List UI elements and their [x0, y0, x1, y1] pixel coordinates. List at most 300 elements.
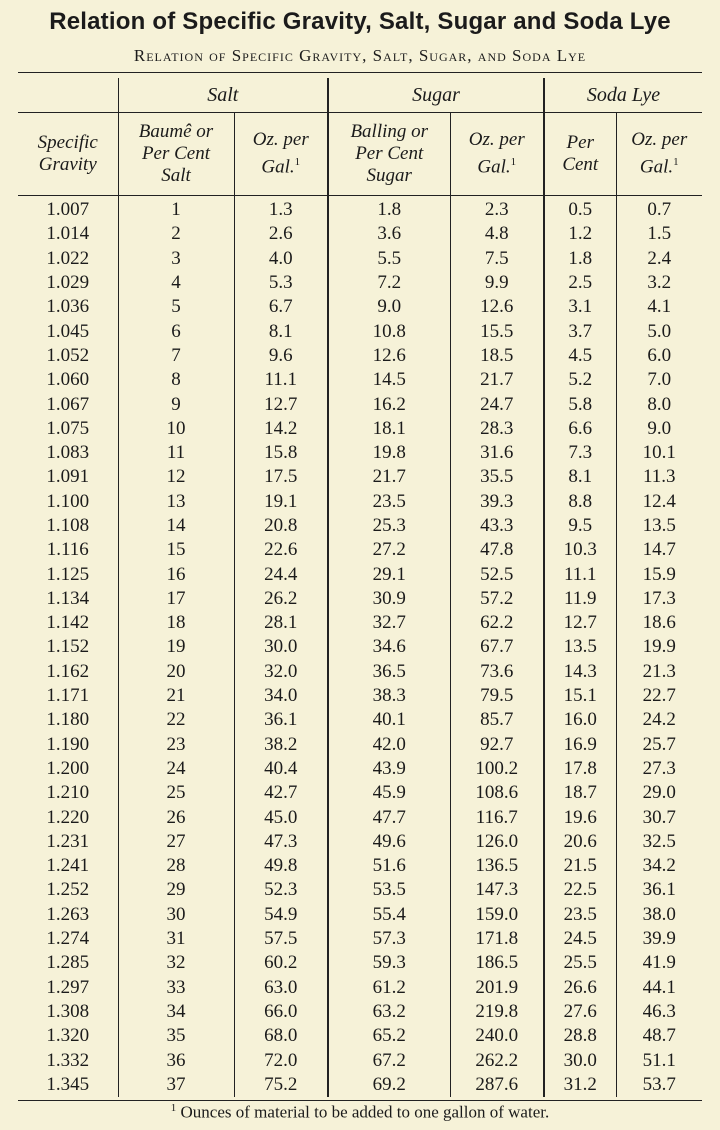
table-row — [18, 781, 702, 805]
table-row — [18, 684, 702, 708]
cell-soda-percent: 13.5 — [544, 635, 616, 659]
cell-salt-oz: 1.3 — [234, 196, 328, 223]
cell-soda-oz: 44.1 — [616, 976, 702, 1000]
cell-salt-oz: 12.7 — [234, 392, 328, 416]
cell-sugar-oz: 67.7 — [450, 635, 544, 659]
cell-baume: 28 — [118, 854, 234, 878]
cell-baume: 14 — [118, 514, 234, 538]
cell-balling: 25.3 — [328, 514, 450, 538]
cell-specific-gravity: 1.332 — [46, 1049, 90, 1071]
bottom-rule — [18, 1100, 702, 1101]
table-row — [18, 854, 702, 878]
data-table — [18, 78, 702, 1097]
cell-salt-oz: 49.8 — [234, 854, 328, 878]
cell-sugar-oz: 52.5 — [450, 562, 544, 586]
cell-sugar-oz: 39.3 — [450, 490, 544, 514]
cell-salt-oz: 36.1 — [234, 708, 328, 732]
cell-soda-percent: 8.8 — [544, 490, 616, 514]
header-specific-gravity: Specific Gravity — [18, 113, 118, 196]
cell-salt-oz: 6.7 — [234, 295, 328, 319]
cell-specific-gravity: 1.252 — [46, 879, 90, 901]
cell-sugar-oz: 186.5 — [450, 951, 544, 975]
cell-specific-gravity: 1.274 — [46, 928, 90, 950]
cell-sugar-oz: 24.7 — [450, 392, 544, 416]
cell-baume: 25 — [118, 781, 234, 805]
cell-soda-percent: 7.3 — [544, 441, 616, 465]
cell-baume: 32 — [118, 951, 234, 975]
cell-balling: 19.8 — [328, 441, 450, 465]
header-per-cent: Per Cent — [544, 113, 616, 196]
cell-sugar-oz: 47.8 — [450, 538, 544, 562]
cell-balling: 9.0 — [328, 295, 450, 319]
cell-soda-oz: 11.3 — [616, 465, 702, 489]
cell-specific-gravity: 1.116 — [46, 539, 89, 561]
cell-balling: 7.2 — [328, 271, 450, 295]
cell-specific-gravity: 1.142 — [46, 612, 90, 634]
header-baume: Baumê or Per Cent Salt — [118, 113, 234, 196]
table-row — [18, 196, 702, 223]
cell-balling: 12.6 — [328, 344, 450, 368]
cell-balling: 47.7 — [328, 805, 450, 829]
cell-balling: 53.5 — [328, 878, 450, 902]
cell-salt-oz: 2.6 — [234, 222, 328, 246]
cell-balling: 30.9 — [328, 587, 450, 611]
cell-baume: 30 — [118, 903, 234, 927]
cell-specific-gravity: 1.045 — [46, 320, 90, 342]
cell-soda-percent: 11.9 — [544, 587, 616, 611]
cell-salt-oz: 15.8 — [234, 441, 328, 465]
cell-soda-percent: 6.6 — [544, 417, 616, 441]
cell-salt-oz: 14.2 — [234, 417, 328, 441]
group-sugar: Sugar — [328, 78, 544, 113]
cell-balling: 18.1 — [328, 417, 450, 441]
table-row — [18, 757, 702, 781]
cell-specific-gravity: 1.125 — [46, 563, 90, 585]
cell-sugar-oz: 287.6 — [450, 1073, 544, 1097]
table-row — [18, 878, 702, 902]
cell-soda-percent: 12.7 — [544, 611, 616, 635]
cell-salt-oz: 32.0 — [234, 660, 328, 684]
cell-balling: 1.8 — [328, 196, 450, 223]
top-rule — [18, 72, 702, 73]
cell-soda-oz: 13.5 — [616, 514, 702, 538]
cell-sugar-oz: 159.0 — [450, 903, 544, 927]
cell-specific-gravity: 1.190 — [46, 733, 90, 755]
table-row — [18, 417, 702, 441]
cell-soda-percent: 14.3 — [544, 660, 616, 684]
cell-sugar-oz: 201.9 — [450, 976, 544, 1000]
footnote — [0, 1102, 720, 1123]
cell-baume: 6 — [118, 319, 234, 343]
table-row — [18, 368, 702, 392]
cell-specific-gravity: 1.308 — [46, 1000, 90, 1022]
cell-soda-percent: 23.5 — [544, 903, 616, 927]
cell-salt-oz: 72.0 — [234, 1048, 328, 1072]
cell-salt-oz: 52.3 — [234, 878, 328, 902]
cell-salt-oz: 17.5 — [234, 465, 328, 489]
group-header-row — [18, 78, 702, 113]
cell-sugar-oz: 136.5 — [450, 854, 544, 878]
table-row — [18, 319, 702, 343]
cell-sugar-oz: 100.2 — [450, 757, 544, 781]
cell-baume: 27 — [118, 830, 234, 854]
cell-balling: 38.3 — [328, 684, 450, 708]
cell-specific-gravity: 1.297 — [46, 976, 90, 998]
cell-balling: 51.6 — [328, 854, 450, 878]
cell-salt-oz: 47.3 — [234, 830, 328, 854]
cell-baume: 17 — [118, 587, 234, 611]
cell-specific-gravity: 1.022 — [46, 247, 90, 269]
cell-soda-oz: 51.1 — [616, 1048, 702, 1072]
cell-sugar-oz: 126.0 — [450, 830, 544, 854]
cell-baume: 36 — [118, 1048, 234, 1072]
cell-specific-gravity: 1.052 — [46, 344, 90, 366]
cell-balling: 69.2 — [328, 1073, 450, 1097]
cell-soda-percent: 2.5 — [544, 271, 616, 295]
cell-balling: 14.5 — [328, 368, 450, 392]
table-row — [18, 562, 702, 586]
cell-soda-oz: 30.7 — [616, 805, 702, 829]
cell-baume: 18 — [118, 611, 234, 635]
cell-sugar-oz: 240.0 — [450, 1024, 544, 1048]
header-soda-oz-per-gal: Oz. per Gal.$^1$ — [616, 113, 702, 196]
cell-balling: 57.3 — [328, 927, 450, 951]
table-row — [18, 1048, 702, 1072]
cell-sugar-oz: 43.3 — [450, 514, 544, 538]
cell-balling: 61.2 — [328, 976, 450, 1000]
cell-specific-gravity: 1.220 — [46, 806, 90, 828]
cell-salt-oz: 42.7 — [234, 781, 328, 805]
cell-baume: 22 — [118, 708, 234, 732]
cell-soda-percent: 9.5 — [544, 514, 616, 538]
cell-soda-percent: 26.6 — [544, 976, 616, 1000]
table-row — [18, 538, 702, 562]
cell-salt-oz: 26.2 — [234, 587, 328, 611]
cell-soda-percent: 0.5 — [544, 196, 616, 223]
cell-specific-gravity: 1.100 — [46, 490, 90, 512]
cell-baume: 11 — [118, 441, 234, 465]
cell-sugar-oz: 262.2 — [450, 1048, 544, 1072]
cell-baume: 2 — [118, 222, 234, 246]
cell-sugar-oz: 73.6 — [450, 660, 544, 684]
cell-soda-oz: 46.3 — [616, 1000, 702, 1024]
cell-salt-oz: 30.0 — [234, 635, 328, 659]
table-row — [18, 635, 702, 659]
cell-specific-gravity: 1.067 — [46, 393, 90, 415]
cell-balling: 59.3 — [328, 951, 450, 975]
cell-balling: 55.4 — [328, 903, 450, 927]
cell-balling: 10.8 — [328, 319, 450, 343]
header-balling: Balling or Per Cent Sugar — [328, 113, 450, 196]
cell-salt-oz: 66.0 — [234, 1000, 328, 1024]
cell-soda-oz: 29.0 — [616, 781, 702, 805]
cell-baume: 37 — [118, 1073, 234, 1097]
cell-baume: 23 — [118, 733, 234, 757]
cell-soda-oz: 22.7 — [616, 684, 702, 708]
cell-soda-oz: 27.3 — [616, 757, 702, 781]
cell-soda-percent: 5.8 — [544, 392, 616, 416]
cell-soda-oz: 2.4 — [616, 247, 702, 271]
cell-soda-percent: 22.5 — [544, 878, 616, 902]
cell-sugar-oz: 85.7 — [450, 708, 544, 732]
cell-baume: 5 — [118, 295, 234, 319]
header-sugar-oz-per-gal: Oz. per Gal.$^1$ — [450, 113, 544, 196]
table-row — [18, 1000, 702, 1024]
cell-salt-oz: 24.4 — [234, 562, 328, 586]
cell-sugar-oz: 92.7 — [450, 733, 544, 757]
cell-balling: 63.2 — [328, 1000, 450, 1024]
cell-soda-oz: 10.1 — [616, 441, 702, 465]
cell-specific-gravity: 1.134 — [46, 587, 90, 609]
table-row — [18, 903, 702, 927]
cell-soda-percent: 10.3 — [544, 538, 616, 562]
cell-salt-oz: 40.4 — [234, 757, 328, 781]
cell-sugar-oz: 108.6 — [450, 781, 544, 805]
cell-sugar-oz: 18.5 — [450, 344, 544, 368]
cell-soda-oz: 4.1 — [616, 295, 702, 319]
cell-soda-oz: 14.7 — [616, 538, 702, 562]
table-row — [18, 805, 702, 829]
cell-soda-percent: 17.8 — [544, 757, 616, 781]
table-row — [18, 587, 702, 611]
cell-soda-percent: 20.6 — [544, 830, 616, 854]
table-row — [18, 514, 702, 538]
table-row — [18, 976, 702, 1000]
cell-salt-oz: 22.6 — [234, 538, 328, 562]
cell-sugar-oz: 9.9 — [450, 271, 544, 295]
cell-balling: 23.5 — [328, 490, 450, 514]
cell-specific-gravity: 1.171 — [46, 685, 90, 707]
page-title: Relation of Specific Gravity, Salt, Sugar and Soda Lye — [49, 8, 671, 35]
cell-specific-gravity: 1.210 — [46, 782, 90, 804]
cell-specific-gravity: 1.014 — [46, 223, 90, 245]
cell-baume: 19 — [118, 635, 234, 659]
cell-balling: 5.5 — [328, 247, 450, 271]
cell-baume: 29 — [118, 878, 234, 902]
table-row — [18, 951, 702, 975]
table-row — [18, 733, 702, 757]
cell-soda-percent: 1.2 — [544, 222, 616, 246]
cell-specific-gravity: 1.075 — [46, 417, 90, 439]
cell-soda-oz: 7.0 — [616, 368, 702, 392]
cell-specific-gravity: 1.345 — [46, 1073, 90, 1095]
cell-baume: 4 — [118, 271, 234, 295]
cell-salt-oz: 60.2 — [234, 951, 328, 975]
cell-balling: 40.1 — [328, 708, 450, 732]
cell-soda-oz: 19.9 — [616, 635, 702, 659]
cell-soda-percent: 30.0 — [544, 1048, 616, 1072]
cell-salt-oz: 54.9 — [234, 903, 328, 927]
cell-specific-gravity: 1.200 — [46, 757, 90, 779]
cell-specific-gravity: 1.180 — [46, 709, 90, 731]
cell-baume: 16 — [118, 562, 234, 586]
cell-specific-gravity: 1.029 — [46, 272, 90, 294]
cell-salt-oz: 45.0 — [234, 805, 328, 829]
cell-balling: 3.6 — [328, 222, 450, 246]
group-blank — [18, 78, 118, 113]
cell-soda-oz: 41.9 — [616, 951, 702, 975]
cell-sugar-oz: 21.7 — [450, 368, 544, 392]
column-header-row — [18, 113, 702, 196]
cell-sugar-oz: 62.2 — [450, 611, 544, 635]
cell-soda-percent: 4.5 — [544, 344, 616, 368]
footnote-mark: 1 — [510, 156, 517, 169]
cell-sugar-oz: 12.6 — [450, 295, 544, 319]
cell-baume: 13 — [118, 490, 234, 514]
cell-balling: 45.9 — [328, 781, 450, 805]
cell-specific-gravity: 1.241 — [46, 855, 90, 877]
cell-soda-percent: 18.7 — [544, 781, 616, 805]
cell-baume: 12 — [118, 465, 234, 489]
cell-salt-oz: 9.6 — [234, 344, 328, 368]
cell-salt-oz: 20.8 — [234, 514, 328, 538]
cell-salt-oz: 19.1 — [234, 490, 328, 514]
cell-sugar-oz: 7.5 — [450, 247, 544, 271]
cell-soda-percent: 19.6 — [544, 805, 616, 829]
cell-balling: 32.7 — [328, 611, 450, 635]
cell-soda-oz: 1.5 — [616, 222, 702, 246]
cell-specific-gravity: 1.162 — [46, 660, 90, 682]
cell-baume: 34 — [118, 1000, 234, 1024]
cell-soda-percent: 25.5 — [544, 951, 616, 975]
cell-salt-oz: 75.2 — [234, 1073, 328, 1097]
cell-soda-oz: 25.7 — [616, 733, 702, 757]
cell-sugar-oz: 28.3 — [450, 417, 544, 441]
cell-sugar-oz: 171.8 — [450, 927, 544, 951]
cell-soda-oz: 17.3 — [616, 587, 702, 611]
cell-balling: 36.5 — [328, 660, 450, 684]
table-row — [18, 708, 702, 732]
cell-sugar-oz: 4.8 — [450, 222, 544, 246]
cell-salt-oz: 34.0 — [234, 684, 328, 708]
cell-salt-oz: 11.1 — [234, 368, 328, 392]
cell-baume: 10 — [118, 417, 234, 441]
cell-soda-oz: 48.7 — [616, 1024, 702, 1048]
cell-sugar-oz: 219.8 — [450, 1000, 544, 1024]
cell-soda-oz: 32.5 — [616, 830, 702, 854]
cell-baume: 31 — [118, 927, 234, 951]
cell-soda-percent: 16.9 — [544, 733, 616, 757]
table-row — [18, 441, 702, 465]
cell-balling: 27.2 — [328, 538, 450, 562]
cell-specific-gravity: 1.007 — [46, 199, 90, 221]
cell-soda-oz: 38.0 — [616, 903, 702, 927]
cell-soda-oz: 15.9 — [616, 562, 702, 586]
group-soda-lye: Soda Lye — [544, 78, 702, 113]
table-row — [18, 660, 702, 684]
cell-sugar-oz: 116.7 — [450, 805, 544, 829]
table-subtitle: Relation of Specific Gravity, Salt, Sugar, and Soda Lye — [133, 46, 587, 65]
table-row — [18, 247, 702, 271]
cell-baume: 8 — [118, 368, 234, 392]
cell-salt-oz: 8.1 — [234, 319, 328, 343]
cell-balling: 29.1 — [328, 562, 450, 586]
cell-baume: 26 — [118, 805, 234, 829]
cell-specific-gravity: 1.285 — [46, 952, 90, 974]
cell-balling: 21.7 — [328, 465, 450, 489]
footnote-mark: 1 — [170, 1102, 177, 1114]
table-row — [18, 295, 702, 319]
cell-sugar-oz: 57.2 — [450, 587, 544, 611]
cell-sugar-oz: 2.3 — [450, 196, 544, 223]
cell-balling: 42.0 — [328, 733, 450, 757]
cell-specific-gravity: 1.320 — [46, 1025, 90, 1047]
cell-soda-percent: 24.5 — [544, 927, 616, 951]
table-row — [18, 830, 702, 854]
group-salt: Salt — [118, 78, 328, 113]
cell-salt-oz: 5.3 — [234, 271, 328, 295]
cell-soda-oz: 53.7 — [616, 1073, 702, 1097]
cell-soda-percent: 15.1 — [544, 684, 616, 708]
cell-soda-oz: 9.0 — [616, 417, 702, 441]
table-row — [18, 465, 702, 489]
cell-soda-oz: 5.0 — [616, 319, 702, 343]
footnote-text: Ounces of material to be added to one gallon of water. — [180, 1102, 550, 1122]
cell-soda-oz: 21.3 — [616, 660, 702, 684]
cell-soda-oz: 36.1 — [616, 878, 702, 902]
footnote-mark: 1 — [673, 156, 679, 169]
cell-baume: 3 — [118, 247, 234, 271]
cell-baume: 21 — [118, 684, 234, 708]
cell-specific-gravity: 1.263 — [46, 903, 90, 925]
cell-baume: 7 — [118, 344, 234, 368]
cell-soda-percent: 27.6 — [544, 1000, 616, 1024]
table-row — [18, 490, 702, 514]
table-row — [18, 222, 702, 246]
cell-salt-oz: 4.0 — [234, 247, 328, 271]
cell-soda-percent: 31.2 — [544, 1073, 616, 1097]
cell-soda-percent: 16.0 — [544, 708, 616, 732]
table-row — [18, 271, 702, 295]
table-row — [18, 1073, 702, 1097]
cell-specific-gravity: 1.152 — [46, 636, 90, 658]
cell-soda-percent: 28.8 — [544, 1024, 616, 1048]
cell-salt-oz: 68.0 — [234, 1024, 328, 1048]
table-row — [18, 392, 702, 416]
cell-soda-percent: 8.1 — [544, 465, 616, 489]
cell-specific-gravity: 1.231 — [46, 830, 90, 852]
cell-soda-oz: 8.0 — [616, 392, 702, 416]
cell-balling: 16.2 — [328, 392, 450, 416]
cell-sugar-oz: 79.5 — [450, 684, 544, 708]
cell-baume: 24 — [118, 757, 234, 781]
cell-specific-gravity: 1.108 — [46, 515, 90, 536]
cell-baume: 1 — [118, 196, 234, 223]
cell-balling: 34.6 — [328, 635, 450, 659]
cell-baume: 15 — [118, 538, 234, 562]
cell-balling: 43.9 — [328, 757, 450, 781]
cell-salt-oz: 38.2 — [234, 733, 328, 757]
cell-sugar-oz: 15.5 — [450, 319, 544, 343]
cell-soda-oz: 39.9 — [616, 927, 702, 951]
cell-soda-oz: 0.7 — [616, 196, 702, 223]
cell-balling: 65.2 — [328, 1024, 450, 1048]
cell-soda-percent: 3.7 — [544, 319, 616, 343]
cell-soda-oz: 6.0 — [616, 344, 702, 368]
table-row — [18, 344, 702, 368]
header-salt-oz-per-gal: Oz. per Gal.$^1$ — [234, 113, 328, 196]
cell-soda-oz: 24.2 — [616, 708, 702, 732]
cell-specific-gravity: 1.091 — [46, 466, 90, 488]
cell-soda-percent: 21.5 — [544, 854, 616, 878]
cell-soda-oz: 3.2 — [616, 271, 702, 295]
table-body — [18, 196, 702, 1097]
cell-salt-oz: 63.0 — [234, 976, 328, 1000]
cell-sugar-oz: 31.6 — [450, 441, 544, 465]
cell-specific-gravity: 1.060 — [46, 369, 90, 391]
cell-soda-oz: 12.4 — [616, 490, 702, 514]
cell-soda-percent: 3.1 — [544, 295, 616, 319]
